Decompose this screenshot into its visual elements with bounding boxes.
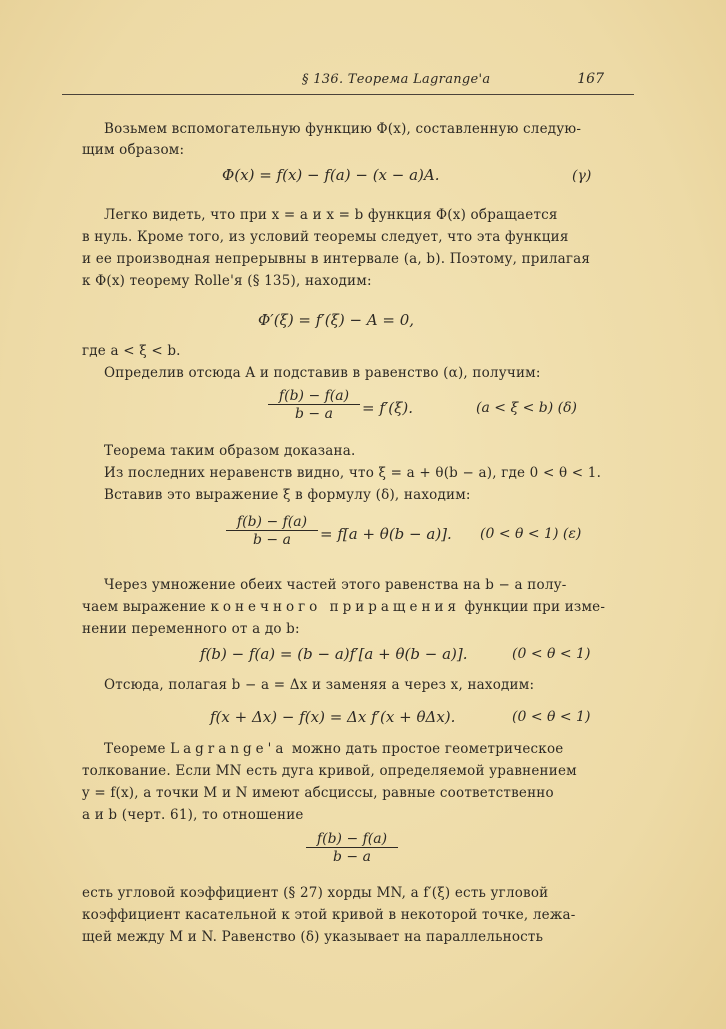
fraction-geometric — [306, 831, 398, 865]
fraction-numerator: f(b) − f(a) — [226, 514, 318, 531]
text-line: где a < ξ < b. — [82, 343, 181, 359]
page-number: 167 — [577, 71, 604, 87]
equation-tag: (γ) — [572, 168, 592, 184]
equation-delta-rhs: = f′(ξ). — [362, 399, 414, 417]
equation-tag: (a < ξ < b) (δ) — [476, 400, 578, 416]
text-line: к Φ(x) теорему Rolle'я (§ 135), находим: — [82, 273, 372, 289]
equation-tag: (0 < θ < 1) (ε) — [480, 526, 582, 542]
text-line: Определив отсюда A и подставив в равенство (α), получим: — [104, 365, 541, 381]
text-line: щей между M и N. Равенство (δ) указывает на параллельность — [82, 929, 544, 945]
text-line: нении переменного от a до b: — [82, 621, 300, 637]
text-line: Вставив это выражение ξ в формулу (δ), находим: — [104, 487, 471, 503]
text-fragment: Теореме — [104, 741, 166, 757]
fraction-numerator: f(b) − f(a) — [268, 388, 360, 405]
text-line: коэффициент касательной к этой кривой в некоторой точке, лежа- — [82, 907, 576, 923]
text-line: a и b (черт. 61), то отношение — [82, 807, 304, 823]
running-header — [62, 66, 634, 95]
text-line: Отсюда, полагая b − a = Δx и заменяя a через x, находим: — [104, 677, 535, 693]
fraction-denominator: b − a — [253, 532, 291, 548]
equation-increment: f(b) − f(a) = (b − a)f′[a + θ(b − a)]. — [200, 645, 468, 663]
text-line: Из последних неравенств видно, что ξ = a + θ(b − a), где 0 < θ < 1. — [104, 465, 602, 481]
equation-dx: f(x + Δx) − f(x) = Δx f′(x + θΔx). — [210, 708, 456, 726]
text-line: щим образом: — [82, 142, 185, 158]
text-fragment: функции при изме- — [464, 599, 606, 615]
equation-epsilon-rhs: = f[a + θ(b − a)]. — [320, 525, 452, 543]
equation-tag: (0 < θ < 1) — [512, 709, 591, 725]
equation-tag: (0 < θ < 1) — [512, 646, 591, 662]
fraction-denominator: b − a — [295, 406, 333, 422]
equation-rolle: Φ′(ξ) = f′(ξ) − A = 0, — [258, 311, 415, 329]
text-line: толкование. Если MN есть дуга кривой, определяемой уравнением — [82, 763, 577, 779]
text-fragment: можно дать простое геометрическое — [291, 741, 564, 757]
emphasized-term: Lagrange'а — [170, 741, 288, 757]
fraction-numerator: f(b) − f(a) — [306, 831, 398, 848]
text-line: есть угловой коэффициент (§ 27) хорды MN, а f′(ξ) есть угловой — [82, 885, 549, 901]
emphasized-term: конечного приращения — [210, 599, 460, 615]
text-line — [82, 599, 612, 615]
text-line: Теорема таким образом доказана. — [104, 443, 356, 459]
text-line: Возьмем вспомогательную функцию Φ(x), составленную следую- — [104, 121, 582, 137]
equation-gamma: Φ(x) = f(x) − f(a) − (x − a)A. — [222, 166, 440, 184]
text-line: y = f(x), а точки M и N имеют абсциссы, равные соответственно — [82, 785, 554, 801]
text-line — [104, 741, 614, 757]
fraction-epsilon — [226, 514, 318, 548]
fraction-delta — [268, 388, 360, 422]
running-title: § 136. Теорема Lagrange'а — [302, 72, 491, 87]
fraction-denominator: b − a — [333, 849, 371, 865]
text-line: Через умножение обеих частей этого равенства на b − a полу- — [104, 577, 567, 593]
text-line: в нуль. Кроме того, из условий теоремы следует, что эта функция — [82, 229, 569, 245]
text-fragment: чаем выражение — [82, 599, 206, 615]
text-line: и ее производная непрерывны в интервале (a, b). Поэтому, прилагая — [82, 251, 591, 267]
text-line: Легко видеть, что при x = a и x = b функция Φ(x) обращается — [104, 207, 558, 223]
